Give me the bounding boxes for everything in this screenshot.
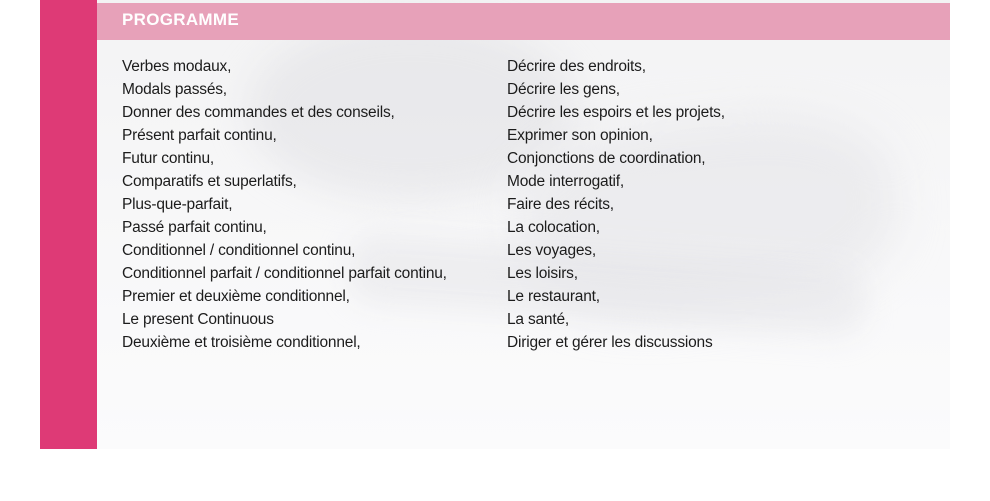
list-item: Les voyages, bbox=[507, 242, 596, 259]
list-item: Faire des récits, bbox=[507, 196, 614, 213]
list-item: Le restaurant, bbox=[507, 288, 600, 305]
list-item: Modals passés, bbox=[122, 81, 227, 98]
list-item: Conjonctions de coordination, bbox=[507, 150, 706, 167]
accent-side-bar bbox=[40, 0, 97, 449]
list-item: Premier et deuxième conditionnel, bbox=[122, 288, 350, 305]
list-item: Passé parfait continu, bbox=[122, 219, 267, 236]
list-item: Diriger et gérer les discussions bbox=[507, 334, 713, 351]
programme-list-left bbox=[122, 55, 467, 354]
list-item: Décrire des endroits, bbox=[507, 58, 646, 75]
programme-header bbox=[97, 3, 950, 40]
list-item: Verbes modaux, bbox=[122, 58, 232, 75]
list-item: Décrire les espoirs et les projets, bbox=[507, 104, 725, 121]
list-item: Conditionnel parfait / conditionnel parfait continu, bbox=[122, 265, 447, 282]
list-item: La colocation, bbox=[507, 219, 600, 236]
list-item: Mode interrogatif, bbox=[507, 173, 625, 190]
list-item: Présent parfait continu, bbox=[122, 127, 277, 144]
list-item: Les loisirs, bbox=[507, 265, 578, 282]
list-item: Décrire les gens, bbox=[507, 81, 620, 98]
list-item: La santé, bbox=[507, 311, 569, 328]
list-item: Deuxième et troisième conditionnel, bbox=[122, 334, 361, 351]
list-item: Comparatifs et superlatifs, bbox=[122, 173, 297, 190]
list-item: Donner des commandes et des conseils, bbox=[122, 104, 395, 121]
list-item: Le present Continuous bbox=[122, 311, 274, 328]
list-item: Conditionnel / conditionnel continu, bbox=[122, 242, 356, 259]
list-item: Plus-que-parfait, bbox=[122, 196, 233, 213]
list-item: Futur continu, bbox=[122, 150, 214, 167]
list-item: Exprimer son opinion, bbox=[507, 127, 653, 144]
programme-list-right bbox=[507, 55, 927, 354]
programme-title: PROGRAMME bbox=[122, 10, 239, 29]
programme-panel bbox=[97, 0, 950, 449]
